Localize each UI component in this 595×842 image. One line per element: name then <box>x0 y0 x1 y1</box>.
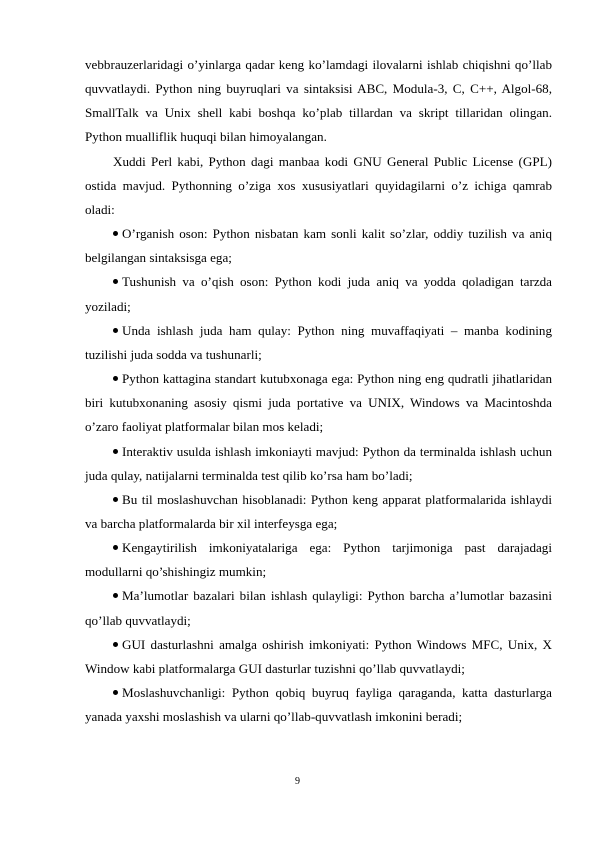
list-item <box>85 681 552 729</box>
bullet-icon <box>113 690 118 695</box>
paragraph-intro: vebbrauzerlaridagi o’yinlarga qadar keng ko’lamdagi ilovalarni ishlab chiqishni qo’llab quvvatlaydi. Python ning buyruqlari va sintaksisi ABC, Modula-3, C, C++, Algol-68, SmallTalk va Unix shell kabi boshqa ko’plab tillardan va skript tillaridan olingan. Python mualliflik huquqi bilan himoyalangan. <box>85 57 552 145</box>
list-item-text: Ma’lumotlar bazalari bilan ishlash qulayligi: Python barcha a’lumotlar bazasini qo’llab quvvatlaydi; <box>85 588 552 628</box>
list-item <box>85 440 552 488</box>
bullet-icon <box>113 497 118 502</box>
paragraph-license: Xuddi Perl kabi, Python dagi manbaa kodi GNU General Public License (GPL) ostida mavjud. Pythonning o’ziga xos xususiyatlari quyidagilarni o’z ichiga qamrab oladi: <box>85 153 552 217</box>
bullet-icon <box>113 279 118 284</box>
list-item <box>85 270 552 318</box>
list-item-text: Kengaytirilish imkoniyatalariga ega: Python tarjimoniga past darajadagi modullarni qo’shishingiz mumkin; <box>85 540 552 580</box>
bullet-icon <box>113 376 118 381</box>
list-item-text: O’rganish oson: Python nisbatan kam sonli kalit so’zlar, oddiy tuzilish va aniq belgilangan sintaksisga ega; <box>85 226 552 266</box>
list-item <box>85 633 552 681</box>
list-item <box>85 222 552 270</box>
list-item-text: Tushunish va o’qish oson: Python kodi juda aniq va yodda qoladigan tarzda yoziladi; <box>85 274 552 314</box>
list-item <box>85 488 552 536</box>
list-item <box>85 319 552 367</box>
list-item-text: Unda ishlash juda ham qulay: Python ning muvaffaqiyati – manba kodining tuzilishi juda sodda va tushunarli; <box>85 322 552 362</box>
list-item-text: Interaktiv usulda ishlash imkoniayti mavjud: Python da terminalda ishlash uchun juda qulay, natijalarni terminalda test qilib ko’rsa ham bo’ladi; <box>85 443 552 483</box>
page-number: 9 <box>295 776 300 787</box>
list-item <box>85 367 552 439</box>
bullet-icon <box>113 545 118 550</box>
list-item-text: Moslashuvchanligi: Python qobiq buyruq fayliga qaraganda, katta dasturlarga yanada yaxshi moslashish va ularni qo’llab-quvvatlash imkonini beradi; <box>85 685 552 725</box>
bullet-icon <box>113 328 118 333</box>
bullet-icon <box>113 642 118 647</box>
list-item-text: Python kattagina standart kutubxonaga ega: Python ning eng qudratli jihatlaridan biri kutubxonaning asosiy qismi juda portative va UNIX, Windows va Macintoshda o’zaro faoliyat platformalar bilan mos keladi; <box>85 371 552 435</box>
list-item-text: GUI dasturlashni amalga oshirish imkoniyati: Python Windows MFC, Unix, X Window kabi platformalarga GUI dasturlar tuzishni qo’llab quvvatlaydi; <box>85 636 552 676</box>
list-item <box>85 536 552 584</box>
list-item-text: Bu til moslashuvchan hisoblanadi: Python keng apparat platformalarida ishlaydi va barcha platformalarda bir xil interfeysga ega; <box>85 491 552 531</box>
body-text <box>85 53 552 729</box>
bullet-icon <box>113 593 118 598</box>
list-item <box>85 584 552 632</box>
bullet-icon <box>113 449 118 454</box>
bullet-icon <box>113 231 118 236</box>
